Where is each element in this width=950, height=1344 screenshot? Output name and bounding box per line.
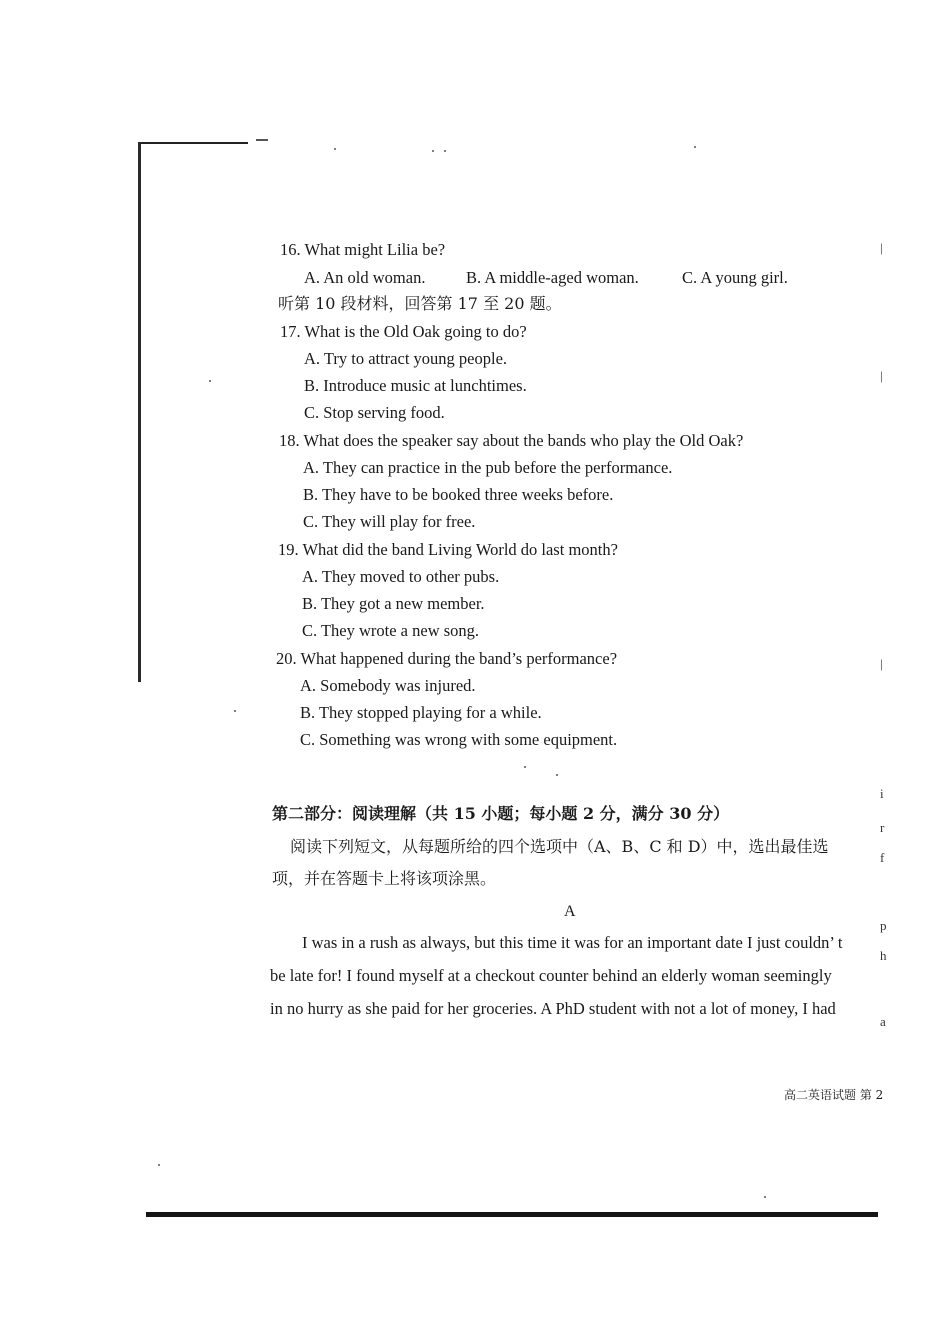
scan-speck <box>432 150 434 152</box>
edge-fragment: f <box>880 850 885 865</box>
question-18-option-a: A. They can practice in the pub before the performance. <box>303 458 673 477</box>
edge-fragment: | <box>880 240 883 255</box>
question-16-option-a: A. An old woman. <box>304 268 426 287</box>
passage-label: A <box>564 903 576 920</box>
bottom-border-rule <box>146 1212 878 1217</box>
scan-speck <box>158 1164 160 1166</box>
question-18-stem: 18. What does the speaker say about the bands who play the Old Oak? <box>279 431 744 450</box>
left-border-rule <box>138 142 141 682</box>
scan-speck <box>524 766 526 768</box>
scan-speck <box>556 774 558 776</box>
question-19-option-a: A. They moved to other pubs. <box>302 567 500 586</box>
edge-fragment: | <box>880 656 883 671</box>
question-17-stem: 17. What is the Old Oak going to do? <box>280 322 527 341</box>
page-footer: 高二英语试题 第 2 <box>784 1088 884 1102</box>
edge-fragment: r <box>880 820 885 835</box>
passage-line: in no hurry as she paid for her groceries. A PhD student with not a lot of money, I had <box>270 999 836 1018</box>
scan-speck <box>764 1196 766 1198</box>
edge-fragment: a <box>880 1014 886 1029</box>
scan-speck <box>694 146 696 148</box>
part-2-heading: 第二部分：阅读理解（共 15 小题；每小题 2 分，满分 30 分） <box>272 804 730 823</box>
section-10-instruction: 听第 10 段材料，回答第 17 至 20 题。 <box>278 294 562 313</box>
scan-speck <box>334 148 336 150</box>
question-16-stem: 16. What might Lilia be? <box>280 240 446 259</box>
scan-speck <box>209 380 211 382</box>
part-2-instruction-line-2: 项，并在答题卡上将该项涂黑。 <box>272 869 497 888</box>
question-19-option-c: C. They wrote a new song. <box>302 621 480 640</box>
question-17-option-b: B. Introduce music at lunchtimes. <box>304 376 527 395</box>
question-18-option-b: B. They have to be booked three weeks before. <box>303 485 614 504</box>
edge-fragment: i <box>880 786 884 801</box>
question-17-option-c: C. Stop serving food. <box>304 403 445 422</box>
edge-fragment: h <box>880 948 887 963</box>
top-border-dash <box>256 139 268 141</box>
edge-fragment: p <box>880 918 887 933</box>
question-20-stem: 20. What happened during the band’s performance? <box>276 649 618 668</box>
question-19-stem: 19. What did the band Living World do last month? <box>278 540 618 559</box>
passage-line: I was in a rush as always, but this time it was for an important date I just couldn’ t <box>302 933 843 952</box>
question-16-option-b: B. A middle-aged woman. <box>466 268 639 287</box>
scan-speck <box>234 710 236 712</box>
question-16-option-c: C. A young girl. <box>682 268 788 287</box>
question-20-option-a: A. Somebody was injured. <box>300 676 476 695</box>
question-17-option-a: A. Try to attract young people. <box>304 349 508 368</box>
question-18-option-c: C. They will play for free. <box>303 512 476 531</box>
question-19-option-b: B. They got a new member. <box>302 594 485 613</box>
top-border-rule <box>140 142 248 144</box>
part-2-instruction-line-1: 阅读下列短文，从每题所给的四个选项中（A、B、C 和 D）中，选出最佳选 <box>290 837 829 856</box>
question-20-option-c: C. Something was wrong with some equipment. <box>300 730 618 749</box>
question-20-option-b: B. They stopped playing for a while. <box>300 703 542 722</box>
passage-line: be late for! I found myself at a checkout counter behind an elderly woman seemingly <box>270 966 832 985</box>
edge-fragment: | <box>880 368 883 383</box>
scan-speck <box>444 150 446 152</box>
